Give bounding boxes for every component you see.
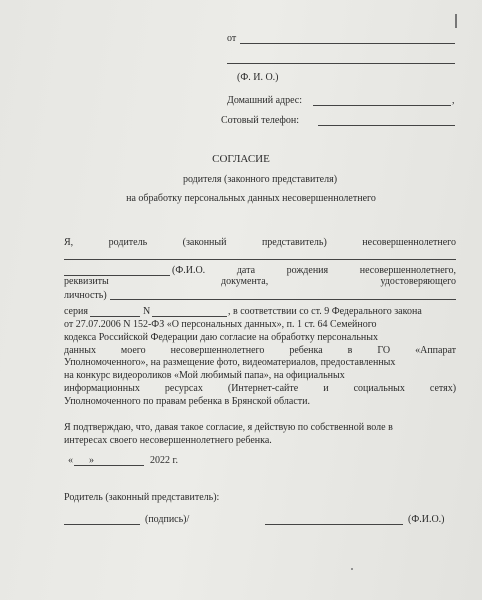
address-comma: , [452,95,455,106]
document-title: СОГЛАСИЕ [212,153,270,165]
body-line-3: (Ф.И.О. дата рождения несовершеннолетнего, [172,265,456,276]
phone-label: Сотовый телефон: [221,115,300,126]
body-line-7: от 27.07.2006 N 152-ФЗ «О персональных данных», п. 1 ст. 64 Семейного [64,319,377,330]
body-id-field-line[interactable] [110,299,456,300]
header-fio-label: (Ф. И. О.) [237,72,279,83]
body-line-4: реквизиты документа, удостоверяющего [64,276,457,287]
address-field-line[interactable] [313,105,451,106]
document-subtitle-2: на обработку персональных данных несовершеннолетнего [126,193,376,204]
phone-field-line[interactable] [318,125,455,126]
address-label: Домашний адрес: [227,95,303,106]
confirm-line-1: Я подтверждаю, что, давая такое согласие, я действую по собственной воле в [64,422,393,433]
from-label: от [227,33,237,44]
parent-signature-label: Родитель (законный представитель): [64,492,220,503]
date-month-field[interactable] [96,465,144,466]
body-line-10: Уполномоченного», на размещение фото, видеоматериалов, предоставленных [64,357,396,368]
body-line-6: , в соответствии со ст. 9 Федерального закона [228,306,422,317]
date-close-quote: » [89,455,94,466]
seria-field-line[interactable] [90,316,140,317]
scan-dot [351,568,353,570]
body-field-line-1[interactable] [64,259,456,260]
body-n-label: N [143,306,151,317]
signature-label: (подпись)/ [145,514,190,525]
body-line-5: личность) [64,290,107,301]
body-line-13: Уполномоченного по правам ребенка в Брянской области. [64,396,310,407]
confirm-line-2: интересах своего несовершеннолетнего ребенка. [64,435,272,446]
body-seria-label: серия [64,306,88,317]
body-line-9: данных моего несовершеннолетнего ребенка в ГО «Аппарат [64,345,457,356]
body-line-12: информационных ресурсах (Интернет-сайте и социальных сетях) [64,383,457,394]
number-field-line[interactable] [152,316,227,317]
signature-field-line[interactable] [64,524,140,525]
from-field-line[interactable] [240,43,455,44]
signature-fio-field-line[interactable] [265,524,403,525]
body-line-1: Я, родитель (законный представитель) несовершеннолетнего [64,237,457,248]
body-line-11: на конкурс видеороликов «Мой любимый папа», на официальных [64,370,345,381]
from-field-line-2[interactable] [227,63,455,64]
date-year: 2022 г. [150,455,178,466]
date-open-quote: « [68,455,73,466]
edge-mark [455,14,457,28]
signature-fio-label: (Ф.И.О.) [408,514,445,525]
document-subtitle-1: родителя (законного представителя) [182,174,338,185]
body-line-8: кодекса Российской Федерации даю согласие на обработку персональных [64,332,378,343]
